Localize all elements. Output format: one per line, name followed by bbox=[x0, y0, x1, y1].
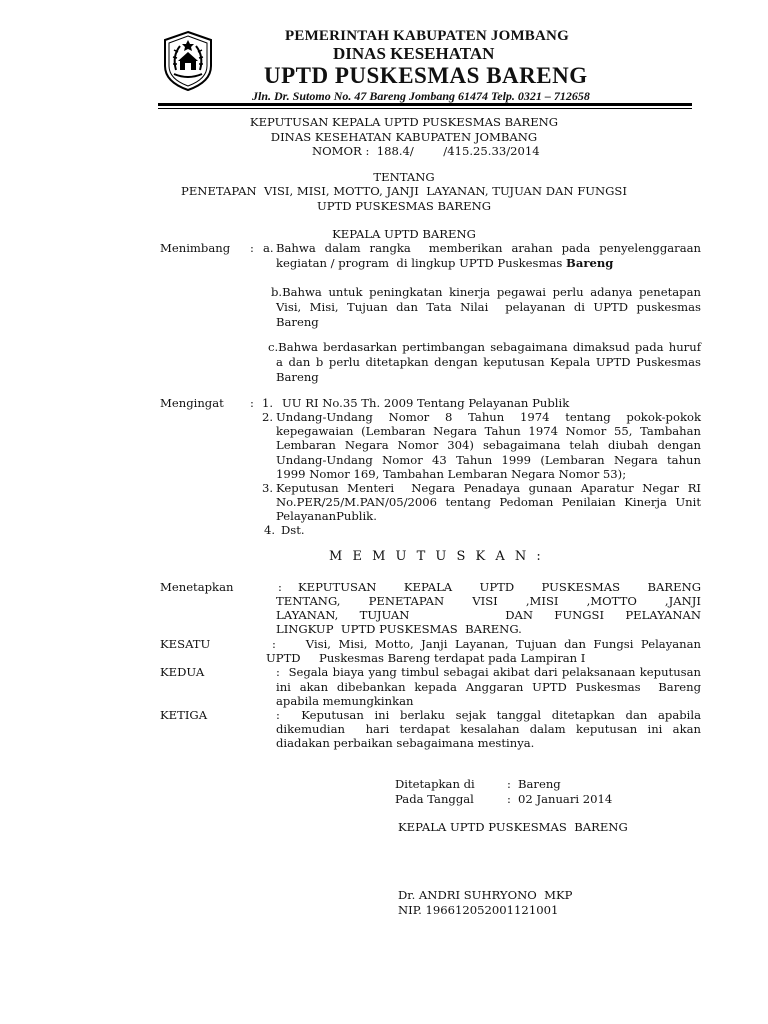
kesatu-text: : Visi, Misi, Motto, Janji Layanan, Tujuan dan Fungsi Pelayanan bbox=[272, 637, 701, 651]
menetapkan-text: KEPUTUSAN KEPALA UPTD PUSKESMAS BARENG bbox=[298, 580, 701, 594]
letterhead-rule-thin bbox=[158, 108, 692, 109]
memutuskan-heading: M E M U T U S K A N : bbox=[329, 549, 544, 564]
mengingat-item: kepegawaian (Lembaran Negara Tahun 1974 Nomor 55, Tambahan bbox=[276, 424, 701, 438]
menetapkan-text: TENTANG, PENETAPAN VISI ,MISI ,MOTTO ,JANJI bbox=[276, 594, 701, 608]
decree-agency: DINAS KESEHATAN KABUPATEN JOMBANG bbox=[270, 130, 538, 144]
menetapkan-text: LAYANAN, TUJUAN DAN FUNGSI PELAYANAN bbox=[276, 608, 701, 622]
menimbang-a-bold: Bareng bbox=[566, 256, 614, 270]
menetapkan-colon: : bbox=[278, 580, 282, 594]
mengingat-item: Undang-Undang Nomor 43 Tahun 1999 (Lembaran Negara tahun bbox=[276, 453, 701, 467]
kedua-label: KEDUA bbox=[160, 665, 205, 679]
mengingat-item: Keputusan Menteri Negara Penadaya gunaan Aparatur Negar RI bbox=[276, 481, 701, 495]
letterhead-government: PEMERINTAH KABUPATEN JOMBANG bbox=[285, 28, 569, 44]
mengingat-item: Dst. bbox=[281, 523, 305, 537]
letterhead-address: Jln. Dr. Sutomo No. 47 Bareng Jombang 61474 Telp. 0321 – 712658 bbox=[252, 89, 590, 103]
mengingat-number: 3. bbox=[262, 481, 274, 495]
menetapkan-text: LINGKUP UPTD PUSKESMAS BARENG. bbox=[276, 622, 522, 636]
mengingat-item: UU RI No.35 Th. 2009 Tentang Pelayanan Publik bbox=[282, 396, 570, 410]
ketiga-text: diadakan perbaikan sebagaimana mestinya. bbox=[276, 736, 535, 750]
menimbang-c-line: c.Bahwa berdasarkan pertimbangan sebagaimana dimaksud pada huruf bbox=[268, 340, 701, 354]
ketiga-text: : Keputusan ini berlaku sejak tanggal ditetapkan dan apabila bbox=[276, 708, 701, 722]
decree-authority: KEPALA UPTD BARENG bbox=[332, 227, 476, 241]
decree-title: KEPUTUSAN KEPALA UPTD PUSKESMAS BARENG bbox=[249, 115, 559, 129]
kesatu-label: KESATU bbox=[160, 637, 211, 651]
signature-place-label: Ditetapkan di bbox=[395, 777, 475, 791]
menimbang-c-line: Bareng bbox=[276, 370, 319, 384]
kedua-text: : Segala biaya yang timbul sebagai akibat dari pelaksanaan keputusan bbox=[276, 665, 701, 679]
mengingat-item: No.PER/25/M.PAN/05/2006 tentang Pedoman Penilaian Kinerja Unit bbox=[276, 495, 701, 509]
menimbang-a-line2: kegiatan / program di lingkup UPTD Puskesmas Bareng bbox=[276, 256, 614, 270]
menimbang-b-line: b.Bahwa untuk peningkatan kinerja pegawai perlu adanya penetapan bbox=[271, 285, 701, 299]
signature-place-value: Bareng bbox=[518, 777, 561, 791]
mengingat-number: 4. bbox=[264, 523, 276, 537]
decree-about-label: TENTANG bbox=[373, 170, 435, 184]
mengingat-number: 2. bbox=[262, 410, 274, 424]
menimbang-label: Menimbang bbox=[160, 241, 231, 255]
mengingat-item: 1999 Nomor 169, Tambahan Lembaran Negara Nomor 53); bbox=[276, 467, 627, 481]
ketiga-text: dikemudian hari terdapat kesalahan dalam keputusan ini akan bbox=[276, 722, 701, 736]
letterhead-agency: DINAS KESEHATAN bbox=[333, 44, 495, 63]
menimbang-a-prefix: a. bbox=[263, 241, 274, 255]
signature-place-colon: : bbox=[507, 777, 511, 791]
signature-name: Dr. ANDRI SUHRYONO MKP bbox=[398, 888, 573, 902]
kesatu-text: UPTD Puskesmas Bareng terdapat pada Lampiran I bbox=[266, 651, 586, 665]
menimbang-c-line: a dan b perlu ditetapkan dengan keputusan Kepala UPTD Puskesmas bbox=[276, 355, 701, 369]
signature-date-value: 02 Januari 2014 bbox=[518, 792, 613, 806]
regency-logo bbox=[162, 30, 214, 92]
mengingat-item: PelayananPublik. bbox=[276, 509, 377, 523]
signature-date-colon: : bbox=[507, 792, 511, 806]
mengingat-item: Undang-Undang Nomor 8 Tahun 1974 tentang pokok-pokok bbox=[276, 410, 701, 424]
jombang-crest-icon bbox=[162, 30, 214, 92]
decree-subject-unit: UPTD PUSKESMAS BARENG bbox=[316, 199, 492, 213]
menetapkan-label: Menetapkan bbox=[160, 580, 234, 594]
letterhead-institution: UPTD PUSKESMAS BARENG bbox=[264, 63, 588, 88]
menimbang-a-line: Bahwa dalam rangka memberikan arahan pada penyelenggaraan bbox=[276, 241, 701, 255]
letterhead-rule-thick bbox=[158, 103, 692, 106]
ketiga-label: KETIGA bbox=[160, 708, 208, 722]
menimbang-colon: : bbox=[250, 241, 254, 255]
kedua-text: apabila memungkinkan bbox=[276, 694, 414, 708]
mengingat-number: 1. bbox=[262, 396, 274, 410]
menimbang-b-line: Bareng bbox=[276, 315, 319, 329]
decree-number: NOMOR : 188.4/ /415.25.33/2014 bbox=[312, 144, 540, 158]
decree-subject: PENETAPAN VISI, MISI, MOTTO, JANJI LAYANAN, TUJUAN DAN FUNGSI bbox=[181, 184, 627, 198]
signature-position: KEPALA UPTD PUSKESMAS BARENG bbox=[398, 820, 628, 834]
mengingat-label: Mengingat bbox=[160, 396, 224, 410]
signature-date-label: Pada Tanggal bbox=[395, 792, 474, 806]
menimbang-b-line: Visi, Misi, Tujuan dan Tata Nilai pelayanan di UPTD puskesmas bbox=[276, 300, 701, 314]
signature-nip: NIP. 196612052001121001 bbox=[398, 903, 559, 917]
mengingat-colon: : bbox=[250, 396, 254, 410]
mengingat-item: Lembaran Negara Nomor 304) sebagaimana telah diubah dengan bbox=[276, 438, 701, 452]
kedua-text: ini akan dibebankan kepada Anggaran UPTD Puskesmas Bareng bbox=[276, 680, 701, 694]
